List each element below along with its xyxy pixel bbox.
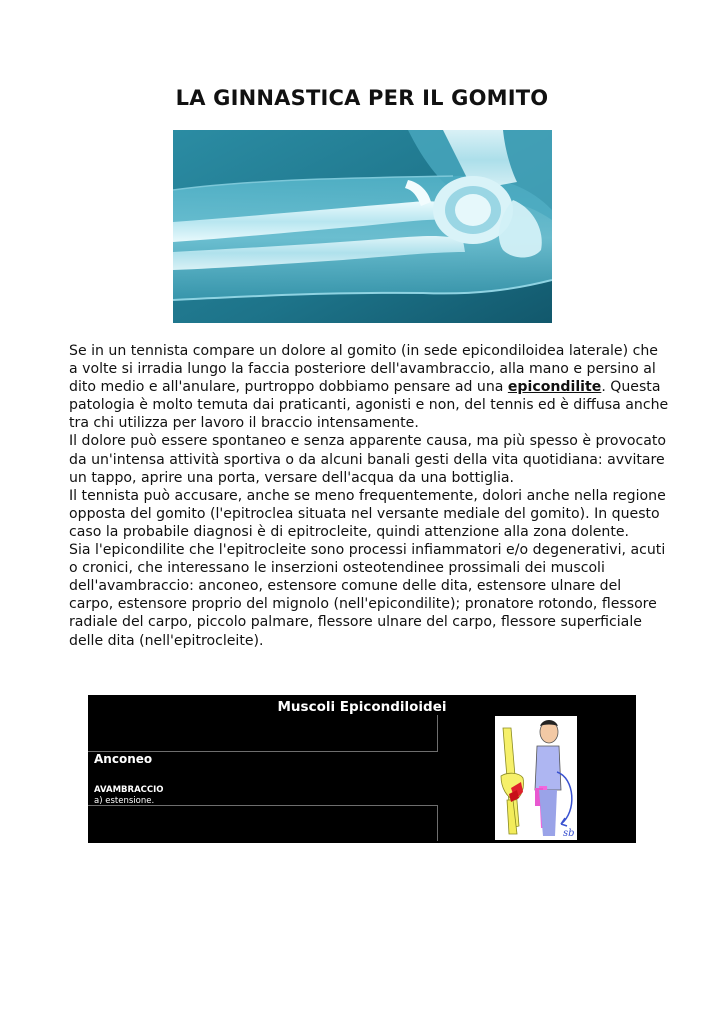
paragraph-4: Sia l'epicondilite che l'epitrocleite sono processi infiammatori e/o degenerativi, acuti o cronici, che interessano le inserzioni osteotendinee prossimali dei muscoli dell'avambraccio: anconeo, estensore comune delle dita, estensore ulnare del carpo, estensore proprio del mignolo (nell'epicondilite); pronatore rotondo, flessore radiale del carpo, piccolo palmare, flessore ulnare del carpo, flessore superficiale delle dita (nell'epitrocleite). xyxy=(69,542,666,649)
epicondilite-term: epicondilite xyxy=(507,379,602,396)
paragraph-2: Il dolore può essere spontaneo e senza apparente causa, ma più spesso è provocato da un'intensa attività sportiva o da alcuni banali gesti della vita quotidiana: avvitare un tappo, aprire una porta, versare dell'acqua da una bottiglia. xyxy=(69,433,667,486)
elbow-xray-illustration xyxy=(173,130,552,323)
muscle-region: AVAMBRACCIO xyxy=(94,785,164,795)
anconeo-exercise-figure xyxy=(495,716,577,840)
figure-signature: sb xyxy=(563,828,575,839)
exercise-illustration xyxy=(495,716,577,840)
article-body xyxy=(69,342,669,650)
page-title: LA GINNASTICA PER IL GOMITO xyxy=(175,86,549,110)
paragraph-1: Se in un tennista compare un dolore al gomito (in sede epicondiloidea laterale) che a volte si irradia lungo la faccia posteriore dell'avambraccio, alla mano e persino al dito medio e all'anulare, purtroppo dobbiamo pensare ad una epicondilite. Questa patologia è molto temuta dai praticanti, agonisti e non, del tennis ed è diffusa anche tra chi utilizza per lavoro il braccio intensamente. xyxy=(69,343,669,432)
paragraph-3: Il tennista può accusare, anche se meno frequentemente, dolori anche nella regione opposta del gomito (l'epitroclea situata nel versante mediale del gomito). In questo caso la probabile diagnosi è di epitrocleite, quindi attenzione alla zona dolente. xyxy=(69,487,666,540)
muscle-name: Anconeo xyxy=(94,752,153,766)
divider xyxy=(437,805,438,841)
muscle-action: a) estensione. xyxy=(94,796,155,806)
muscle-box-header: Muscoli Epicondiloidei xyxy=(277,699,447,715)
muscle-info-box xyxy=(88,695,636,843)
divider xyxy=(437,715,438,751)
elbow-xray-image xyxy=(173,130,552,323)
